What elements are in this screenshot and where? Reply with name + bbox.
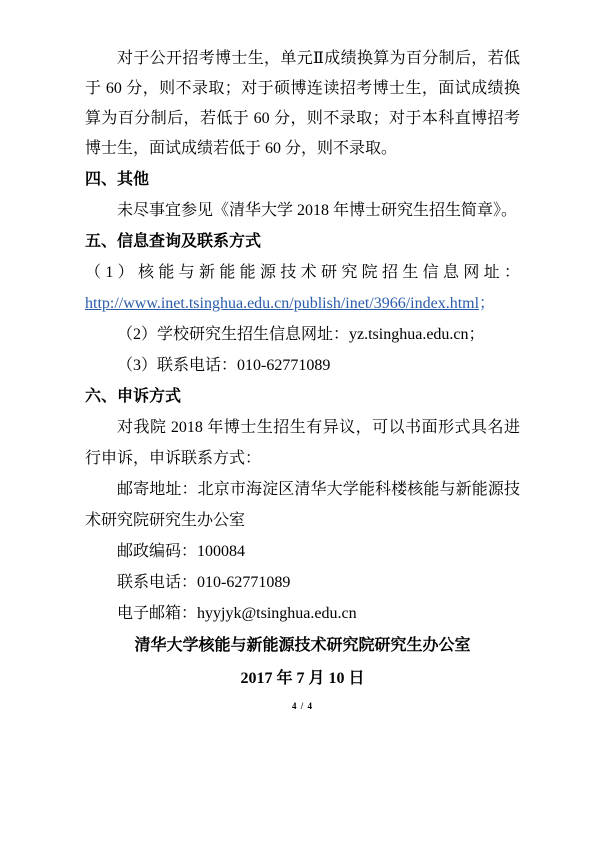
info-link-line [85,288,520,319]
signature-organization: 清华大学核能与新能源技术研究院研究生办公室 [134,637,471,654]
institute-admissions-url-link[interactable]: http://www.inet.tsinghua.edu.cn/publish/inet/3966/index.html [85,295,480,312]
appeal-section-body: 对我院 2018 年博士生招生有异议，可以书面形式具名进行申诉，申诉联系方式： [85,419,520,467]
section-heading-appeal: 六、申诉方式 [85,388,182,405]
info-item-university-website: （2）学校研究生招生信息网址：yz.tsinghua.edu.cn； [117,326,485,343]
appeal-postal-code: 邮政编码：100084 [117,543,246,560]
signature-date: 2017 年 7 月 10 日 [240,670,365,687]
intro-paragraph: 对于公开招考博士生，单元Ⅱ成绩换算为百分制后，若低于 60 分，则不录取；对于硕博连读招考博士生，面试成绩换算为百分制后，若低于 60 分，则不录取；对于本科直博招考博士生，面试成绩若低于 60 分，则不录取。 [85,50,520,157]
section-heading-info-contact: 五、信息查询及联系方式 [85,233,262,250]
appeal-phone: 联系电话：010-62771089 [117,574,291,591]
other-section-body: 未尽事宜参见《清华大学 2018 年博士研究生招生简章》。 [117,202,518,219]
link-suffix-punctuation: ； [479,295,496,312]
page-number: 4 / 4 [291,701,313,711]
appeal-mail-address: 邮寄地址：北京市海淀区清华大学能科楼核能与新能源技术研究院研究生办公室 [85,481,520,529]
appeal-email: 电子邮箱：hyyjyk@tsinghua.edu.cn [117,605,357,622]
section-heading-other: 四、其他 [85,171,150,188]
info-item-contact-phone: （3）联系电话：010-62771089 [117,357,331,374]
info-item-institute-website-label: （1）核能与新能能源技术研究院招生信息网址： [85,264,520,281]
